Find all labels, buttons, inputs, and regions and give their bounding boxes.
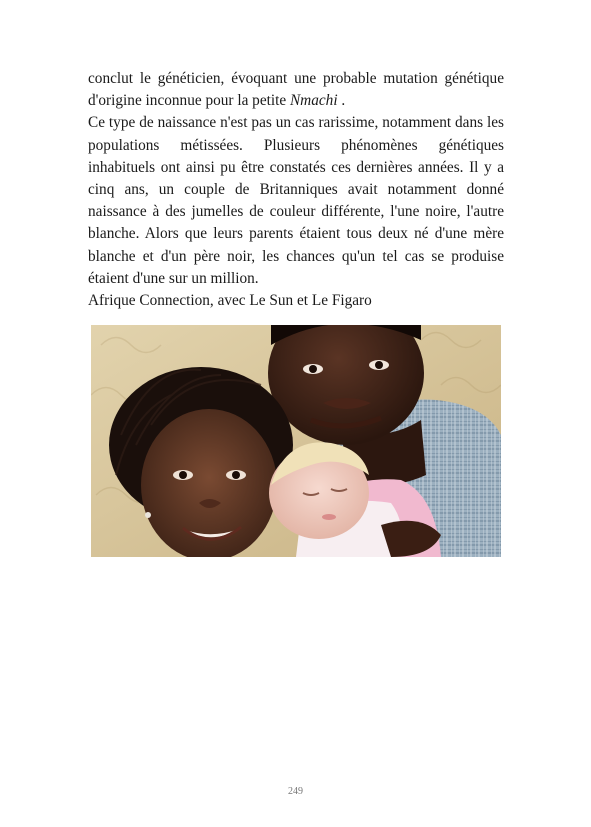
paragraph-conclusion <box>88 68 504 112</box>
paragraph-conclusion-text: conclut le généticien, évoquant une probable mutation génétique d'origine inconnue pour la petite <box>88 70 504 110</box>
paragraph-conclusion-end: . <box>337 92 346 110</box>
family-photo <box>91 325 501 557</box>
paragraph-genetics: Ce type de naissance n'est pas un cas rarissime, notamment dans les populations métissées. Plusieurs phénomènes génétiques inhabituels ont ainsi pu être constatés ces dernières années. Il y a cinq ans, un couple de Britanniques avait notamment donné naissance à des jumelles de couleur différente, l'une noire, l'autre blanche. Alors que leurs parents étaient tous deux né d'une mère blanche et d'un père noir, les chances qu'un tel cas se produise étaient d'une sur un million. <box>88 114 504 287</box>
body-text <box>88 68 504 312</box>
page-number: 249 <box>288 786 303 797</box>
source-credit: Afrique Connection, avec Le Sun et Le Figaro <box>88 292 372 310</box>
family-photo-illustration <box>91 325 501 557</box>
baby-name: Nmachi <box>289 92 338 110</box>
